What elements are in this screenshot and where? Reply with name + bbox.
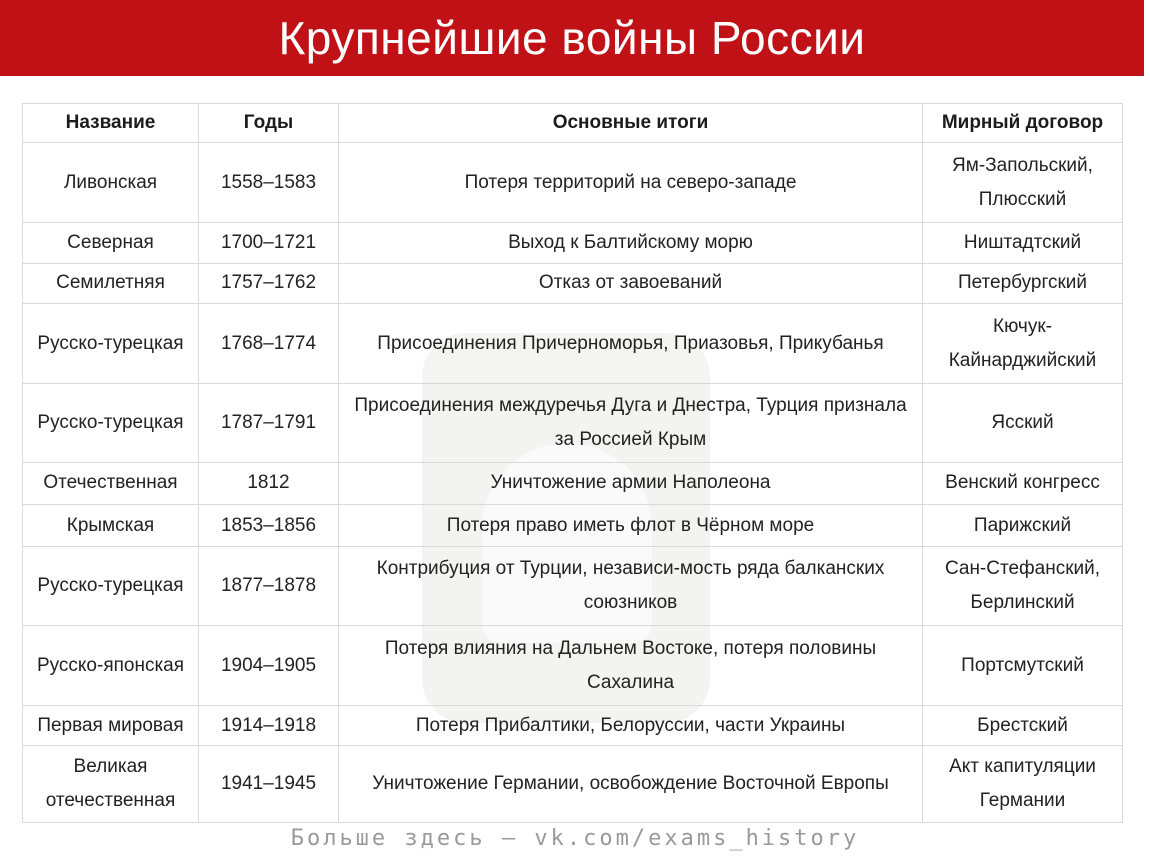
cell-results: Уничтожение Германии, освобождение Восточной Европы (339, 746, 923, 823)
header-years: Годы (199, 104, 339, 143)
cell-years: 1812 (199, 462, 339, 504)
table-row (23, 547, 1123, 625)
cell-name: Русско-турецкая (23, 384, 199, 462)
cell-years: 1941–1945 (199, 746, 339, 823)
cell-results: Контрибуция от Турции, независи-мость ряда балканских союзников (339, 547, 923, 625)
table-row (23, 706, 1123, 746)
cell-treaty: Кючук-Кайнарджийский (923, 303, 1123, 383)
table-row (23, 303, 1123, 383)
cell-treaty: Парижский (923, 505, 1123, 547)
cell-name: Русско-турецкая (23, 547, 199, 625)
cell-treaty: Ям-Запольский, Плюсский (923, 143, 1123, 223)
table-row (23, 462, 1123, 504)
cell-results: Потеря влияния на Дальнем Востоке, потеря половины Сахалина (339, 625, 923, 705)
cell-results: Потеря право иметь флот в Чёрном море (339, 505, 923, 547)
cell-name: Ливонская (23, 143, 199, 223)
cell-results: Присоединения междуречья Дуга и Днестра, Турция признала за Россией Крым (339, 384, 923, 462)
cell-years: 1904–1905 (199, 625, 339, 705)
cell-years: 1768–1774 (199, 303, 339, 383)
header-results: Основные итоги (339, 104, 923, 143)
cell-results: Присоединения Причерноморья, Приазовья, Прикубанья (339, 303, 923, 383)
page-title: Крупнейшие войны России (278, 12, 866, 64)
cell-name: Великая отечественная (23, 746, 199, 823)
cell-treaty: Венский конгресс (923, 462, 1123, 504)
cell-treaty: Ништадтский (923, 223, 1123, 263)
table-row (23, 505, 1123, 547)
cell-treaty: Акт капитуляции Германии (923, 746, 1123, 823)
cell-name: Русско-турецкая (23, 303, 199, 383)
cell-years: 1914–1918 (199, 706, 339, 746)
cell-years: 1757–1762 (199, 263, 339, 303)
cell-name: Крымская (23, 505, 199, 547)
header-name: Название (23, 104, 199, 143)
cell-name: Отечественная (23, 462, 199, 504)
header-row (23, 104, 1123, 143)
table-row (23, 384, 1123, 462)
cell-name: Северная (23, 223, 199, 263)
table-row (23, 625, 1123, 705)
cell-years: 1877–1878 (199, 547, 339, 625)
cell-treaty: Брестский (923, 706, 1123, 746)
cell-name: Русско-японская (23, 625, 199, 705)
title-banner (0, 0, 1144, 76)
cell-results: Потеря Прибалтики, Белоруссии, части Украины (339, 706, 923, 746)
cell-treaty: Портсмутский (923, 625, 1123, 705)
cell-years: 1853–1856 (199, 505, 339, 547)
cell-results: Потеря территорий на северо-западе (339, 143, 923, 223)
wars-table (22, 103, 1123, 823)
cell-results: Уничтожение армии Наполеона (339, 462, 923, 504)
cell-years: 1558–1583 (199, 143, 339, 223)
table-row (23, 223, 1123, 263)
table-row (23, 746, 1123, 823)
cell-treaty: Петербургский (923, 263, 1123, 303)
cell-years: 1787–1791 (199, 384, 339, 462)
table-row (23, 263, 1123, 303)
cell-treaty: Ясский (923, 384, 1123, 462)
cell-results: Выход к Балтийскому морю (339, 223, 923, 263)
table-row (23, 143, 1123, 223)
cell-name: Первая мировая (23, 706, 199, 746)
header-treaty: Мирный договор (923, 104, 1123, 143)
wars-table-container (22, 103, 1122, 823)
cell-years: 1700–1721 (199, 223, 339, 263)
cell-results: Отказ от завоеваний (339, 263, 923, 303)
cell-treaty: Сан-Стефанский, Берлинский (923, 547, 1123, 625)
cell-name: Семилетняя (23, 263, 199, 303)
footer-link-text: Больше здесь – vk.com/exams_history (290, 826, 860, 851)
